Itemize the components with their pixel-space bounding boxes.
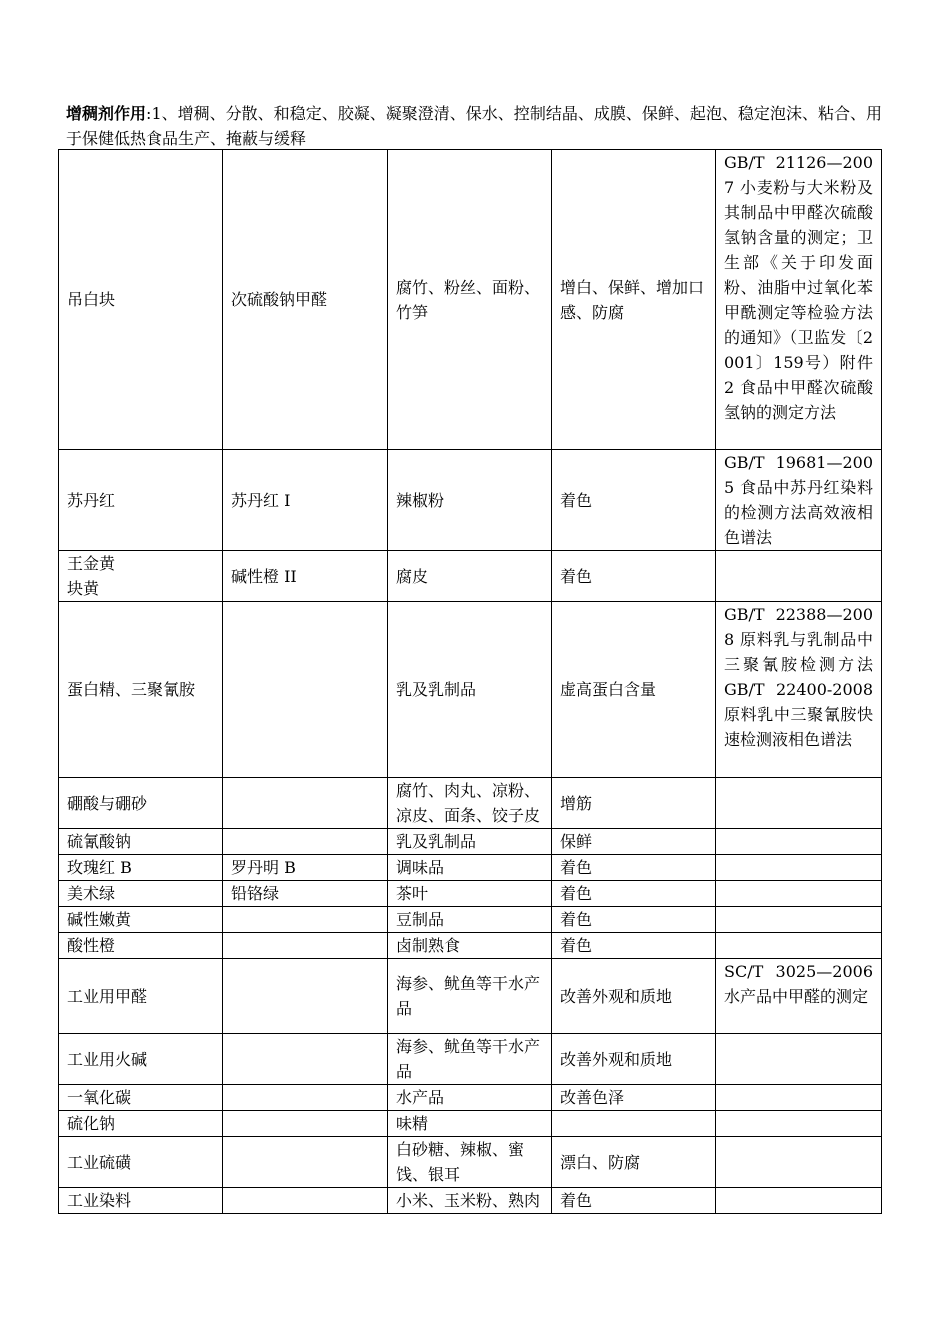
- table-row: [59, 150, 882, 450]
- alias-cell: [223, 959, 388, 1034]
- table-row: [59, 933, 882, 959]
- food-category-cell: 乳及乳制品: [388, 829, 552, 855]
- purpose-cell: 增筋: [552, 778, 716, 829]
- substance-name-cell: 吊白块: [59, 150, 223, 450]
- food-category-cell: 腐皮: [388, 551, 552, 602]
- purpose-cell: 着色: [552, 933, 716, 959]
- table-row: [59, 1137, 882, 1188]
- table-row: [59, 450, 882, 551]
- substance-name-cell: 工业染料: [59, 1188, 223, 1214]
- purpose-cell: 保鲜: [552, 829, 716, 855]
- substance-name-cell: 工业用甲醛: [59, 959, 223, 1034]
- substance-name-cell: 碱性嫩黄: [59, 907, 223, 933]
- purpose-cell: 着色: [552, 855, 716, 881]
- alias-cell: 次硫酸钠甲醛: [223, 150, 388, 450]
- purpose-cell: 增白、保鲜、增加口感、防腐: [552, 150, 716, 450]
- substance-name-cell: 苏丹红: [59, 450, 223, 551]
- table-row: [59, 881, 882, 907]
- table-row: [59, 1188, 882, 1214]
- food-category-cell: 海参、鱿鱼等干水产品: [388, 1034, 552, 1085]
- alias-cell: [223, 1111, 388, 1137]
- food-category-cell: 腐竹、粉丝、面粉、竹笋: [388, 150, 552, 450]
- table-row: [59, 907, 882, 933]
- table-row: [59, 1111, 882, 1137]
- purpose-cell: 着色: [552, 450, 716, 551]
- alias-cell: [223, 1137, 388, 1188]
- standard-method-cell: [716, 881, 882, 907]
- purpose-cell: 改善外观和质地: [552, 1034, 716, 1085]
- purpose-cell: 漂白、防腐: [552, 1137, 716, 1188]
- purpose-cell: 改善外观和质地: [552, 959, 716, 1034]
- substance-name-cell: 工业用火碱: [59, 1034, 223, 1085]
- intro-label: 增稠剂作用: [66, 104, 147, 123]
- standard-method-cell: GB/T 21126—2007 小麦粉与大米粉及其制品中甲醛次硫酸氢钠含量的测定；卫生部《关于印发面粉、油脂中过氧化苯甲酰测定等检验方法的通知》（卫监发〔2001〕159号）附件 2 食品中甲醛次硫酸氢钠的测定方法: [716, 150, 882, 450]
- substance-name-cell: 硫化钠: [59, 1111, 223, 1137]
- standard-method-cell: [716, 1137, 882, 1188]
- standard-method-cell: [716, 855, 882, 881]
- alias-cell: [223, 907, 388, 933]
- standard-method-cell: [716, 551, 882, 602]
- table-body: [59, 150, 924, 1214]
- standard-method-cell: [716, 829, 882, 855]
- food-category-cell: 水产品: [388, 1085, 552, 1111]
- substance-name-cell: 酸性橙: [59, 933, 223, 959]
- substance-name-cell: 王金黄 块黄: [59, 551, 223, 602]
- alias-cell: [223, 1085, 388, 1111]
- substance-name-cell: 玫瑰红 B: [59, 855, 223, 881]
- table-row: [59, 959, 882, 1034]
- standard-method-cell: [716, 1034, 882, 1085]
- table-row: [59, 602, 882, 778]
- food-category-cell: 豆制品: [388, 907, 552, 933]
- food-category-cell: 乳及乳制品: [388, 602, 552, 778]
- substance-name-cell: 美术绿: [59, 881, 223, 907]
- table-row: [59, 1034, 882, 1085]
- purpose-cell: 着色: [552, 551, 716, 602]
- alias-cell: 碱性橙 II: [223, 551, 388, 602]
- standard-method-cell: [716, 778, 882, 829]
- purpose-cell: 改善色泽: [552, 1085, 716, 1111]
- standard-method-cell: GB/T 22388—2008 原料乳与乳制品中三聚氰胺检测方法 GB/T 22400-2008 原料乳中三聚氰胺快速检测液相色谱法: [716, 602, 882, 778]
- standard-method-cell: SC/T 3025—2006 水产品中甲醛的测定: [716, 959, 882, 1034]
- substance-name-cell: 硫氰酸钠: [59, 829, 223, 855]
- substance-name-cell: 工业硫磺: [59, 1137, 223, 1188]
- alias-cell: [223, 602, 388, 778]
- standard-method-cell: [716, 1085, 882, 1111]
- alias-cell: [223, 778, 388, 829]
- standard-method-cell: [716, 1188, 882, 1214]
- food-category-cell: 小米、玉米粉、熟肉: [388, 1188, 552, 1214]
- table-row: [59, 551, 882, 602]
- substance-name-cell: 蛋白精、三聚氰胺: [59, 602, 223, 778]
- food-category-cell: 味精: [388, 1111, 552, 1137]
- food-category-cell: 茶叶: [388, 881, 552, 907]
- table-row: [59, 1085, 882, 1111]
- food-category-cell: 调味品: [388, 855, 552, 881]
- food-category-cell: 腐竹、肉丸、凉粉、凉皮、面条、饺子皮: [388, 778, 552, 829]
- purpose-cell: 着色: [552, 1188, 716, 1214]
- alias-cell: 苏丹红 I: [223, 450, 388, 551]
- standard-method-cell: [716, 1111, 882, 1137]
- alias-cell: [223, 1188, 388, 1214]
- food-category-cell: 卤制熟食: [388, 933, 552, 959]
- alias-cell: 铅铬绿: [223, 881, 388, 907]
- intro-text: :1、增稠、分散、和稳定、胶凝、凝聚澄清、保水、控制结晶、成膜、保鲜、起泡、稳定泡沫、粘合、用于保健低热食品生产、掩蔽与缓释: [66, 104, 882, 148]
- standard-method-cell: [716, 907, 882, 933]
- alias-cell: 罗丹明 B: [223, 855, 388, 881]
- table-row: [59, 855, 882, 881]
- purpose-cell: 虚高蛋白含量: [552, 602, 716, 778]
- food-category-cell: 海参、鱿鱼等干水产品: [388, 959, 552, 1034]
- substance-name-cell: 硼酸与硼砂: [59, 778, 223, 829]
- substance-name-cell: 一氧化碳: [59, 1085, 223, 1111]
- table-row: [59, 778, 882, 829]
- standard-method-cell: [716, 933, 882, 959]
- alias-cell: [223, 1034, 388, 1085]
- food-category-cell: 白砂糖、辣椒、蜜饯、银耳: [388, 1137, 552, 1188]
- standard-method-cell: GB/T 19681—2005 食品中苏丹红染料的检测方法高效液相色谱法: [716, 450, 882, 551]
- alias-cell: [223, 829, 388, 855]
- food-category-cell: 辣椒粉: [388, 450, 552, 551]
- alias-cell: [223, 933, 388, 959]
- additives-table: [58, 149, 924, 1214]
- purpose-cell: 着色: [552, 907, 716, 933]
- intro-paragraph: [66, 101, 882, 151]
- purpose-cell: [552, 1111, 716, 1137]
- purpose-cell: 着色: [552, 881, 716, 907]
- table-row: [59, 829, 882, 855]
